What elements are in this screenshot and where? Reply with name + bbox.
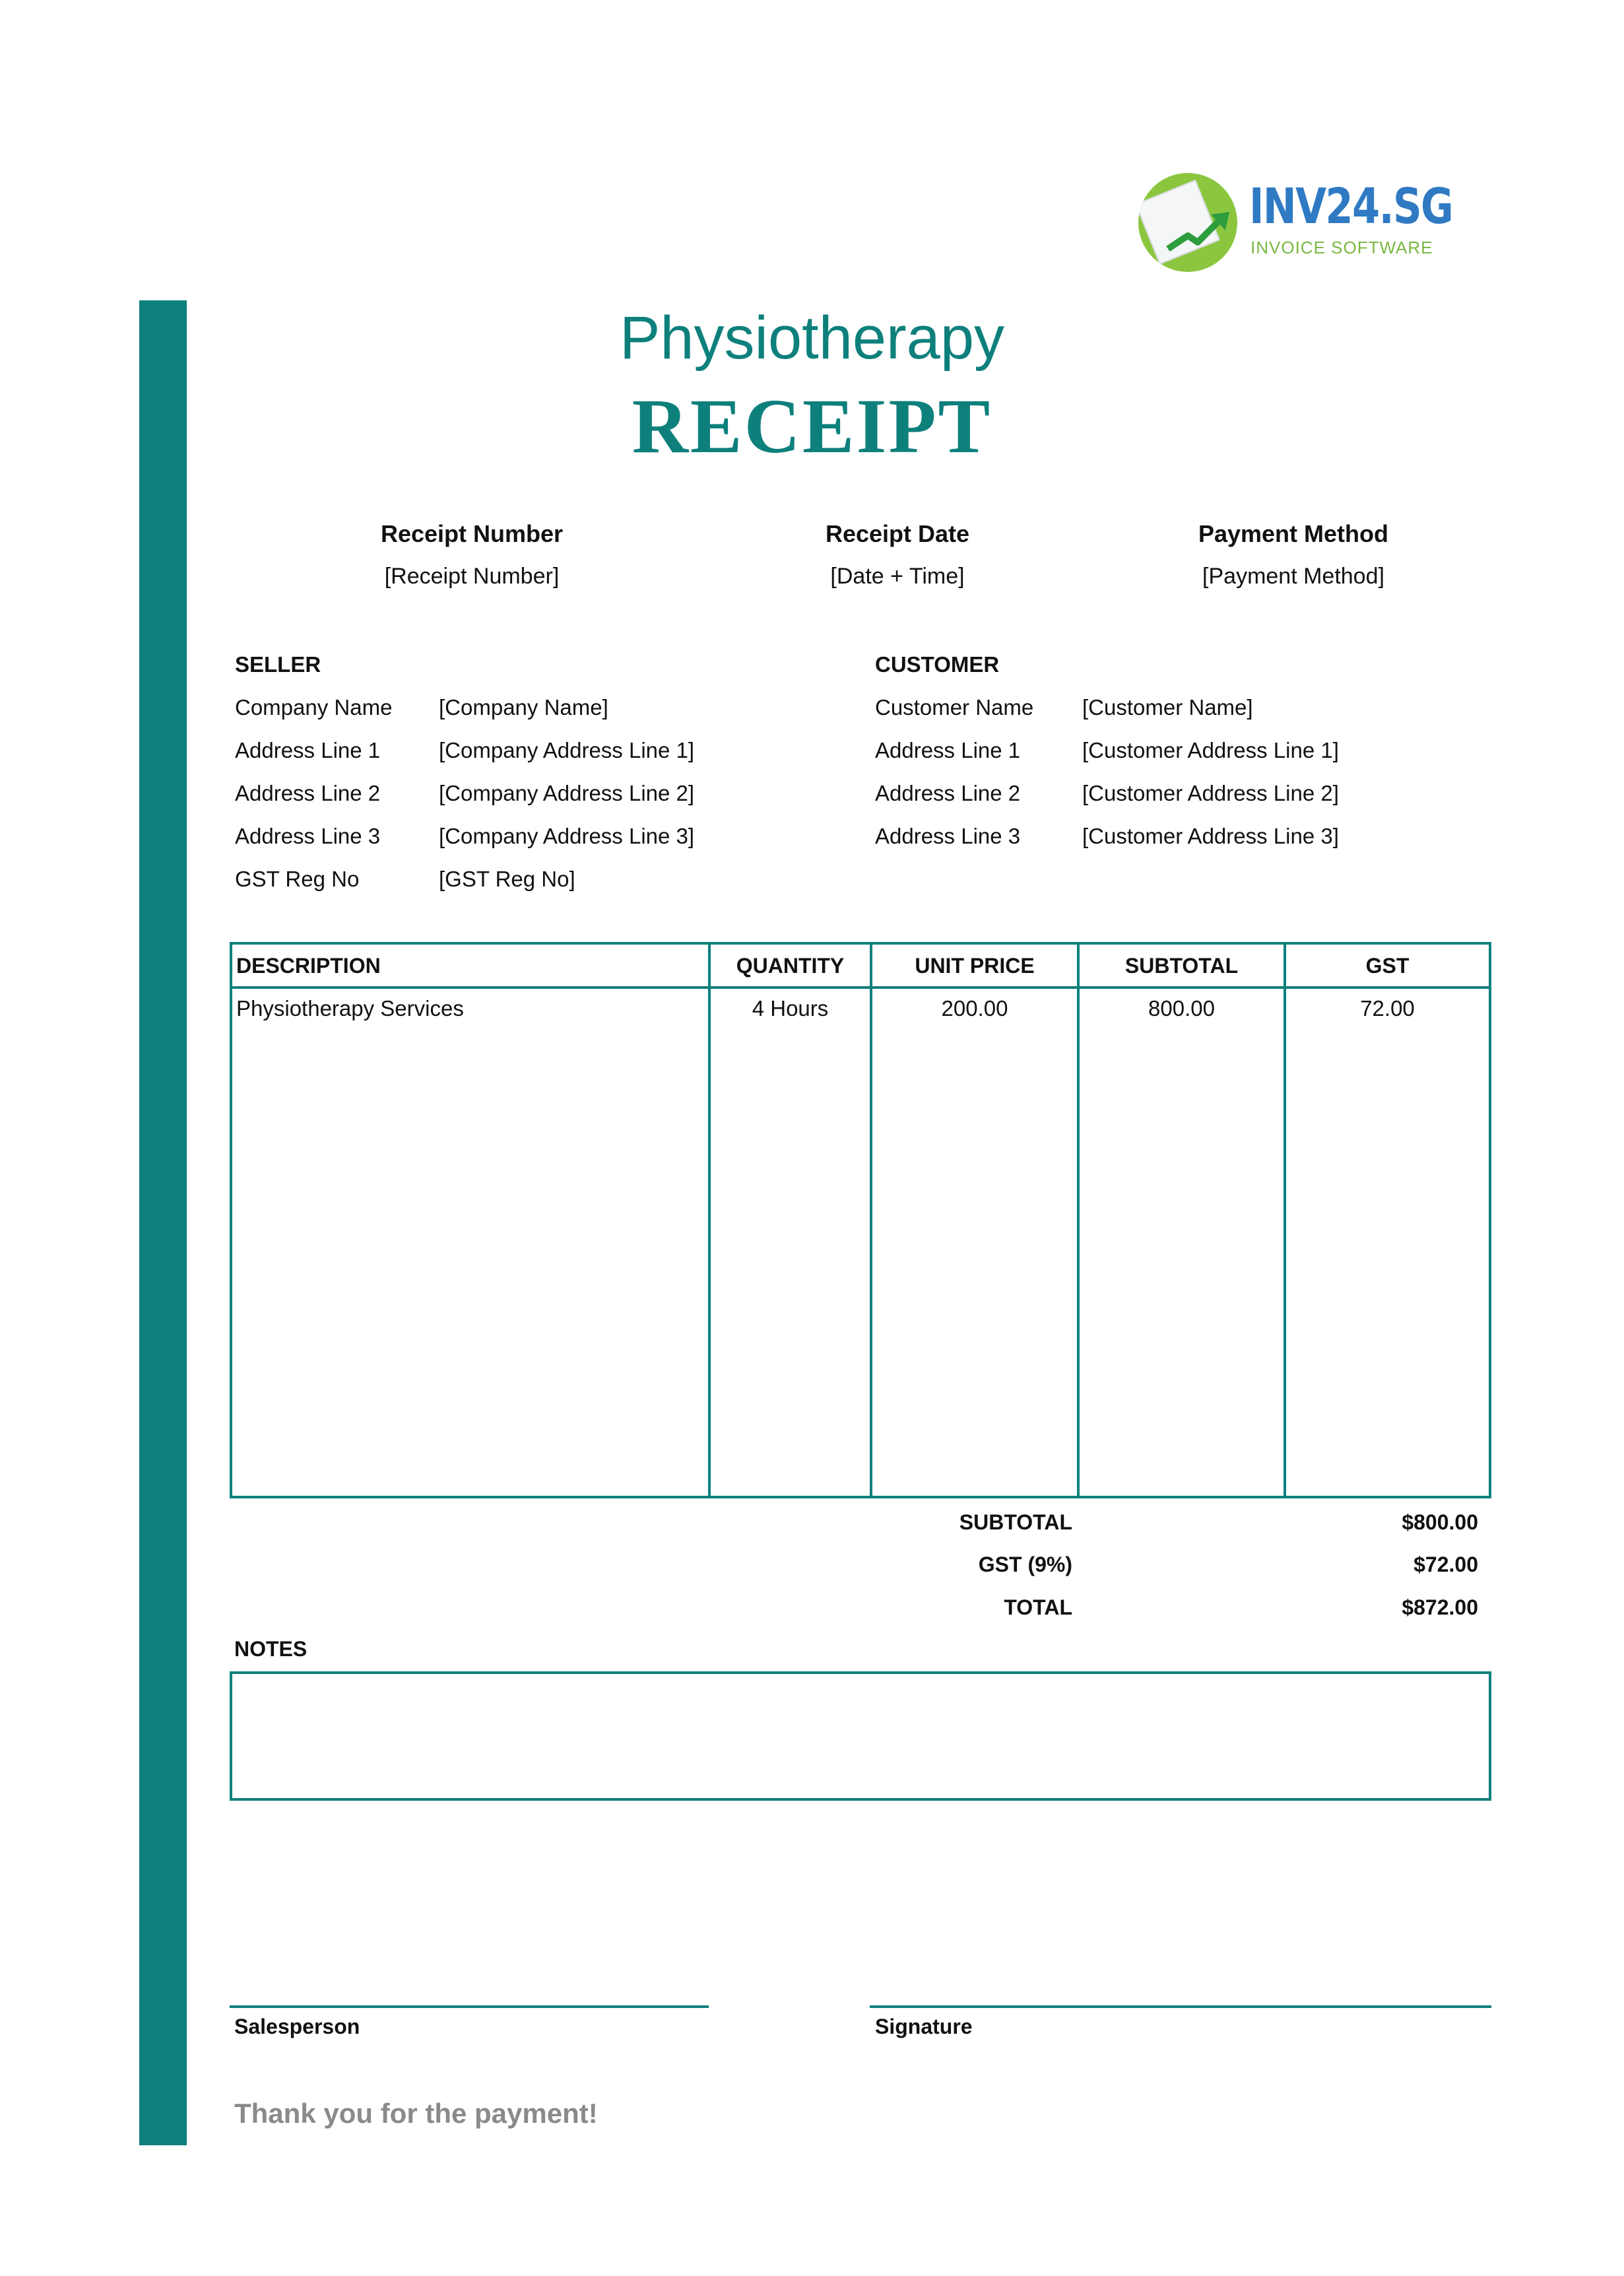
meta-receipt-number — [300, 520, 643, 589]
seller-label: GST Reg No — [235, 867, 360, 891]
seller-value: [Company Address Line 3] — [439, 824, 695, 848]
column-header-gst: GST — [1365, 954, 1410, 978]
meta-value: [Date + Time] — [830, 564, 965, 589]
customer-value: [Customer Address Line 3] — [1082, 824, 1339, 848]
seller-block — [235, 652, 321, 677]
column-header-quantity: QUANTITY — [736, 954, 845, 978]
customer-label: Customer Name — [875, 695, 1034, 720]
totals-subtotal-label: SUBTOTAL — [959, 1510, 1072, 1534]
customer-label: Address Line 2 — [875, 781, 1021, 805]
totals-gst-label: GST (9%) — [978, 1553, 1072, 1576]
customer-label: Address Line 3 — [875, 824, 1021, 848]
column-divider — [1283, 945, 1286, 1496]
thank-you-message: Thank you for the payment! — [234, 2098, 598, 2129]
column-header-description: DESCRIPTION — [236, 954, 381, 978]
customer-block — [875, 652, 999, 677]
totals-subtotal-value: $800.00 — [1402, 1510, 1478, 1534]
signature-label: Signature — [875, 2015, 973, 2038]
meta-receipt-date — [726, 520, 1069, 589]
seller-value: [GST Reg No] — [439, 867, 575, 891]
customer-value: [Customer Name] — [1082, 695, 1253, 720]
meta-value: [Receipt Number] — [384, 564, 560, 589]
salesperson-label: Salesperson — [234, 2015, 360, 2038]
document-title: RECEIPT — [632, 383, 992, 469]
seller-value: [Company Address Line 1] — [439, 738, 695, 762]
meta-label: Payment Method — [1198, 520, 1389, 547]
notes-label: NOTES — [234, 1637, 308, 1661]
seller-label: Address Line 1 — [235, 738, 381, 762]
column-divider — [870, 945, 872, 1496]
column-header-unit-price: UNIT PRICE — [915, 954, 1035, 978]
item-description: Physiotherapy Services — [236, 996, 464, 1021]
seller-value: [Company Address Line 2] — [439, 781, 695, 805]
seller-label: Company Name — [235, 695, 393, 720]
totals-total-label: TOTAL — [1004, 1595, 1072, 1619]
meta-payment-method — [1122, 520, 1465, 589]
logo-wordmark: INV24.SG — [1249, 178, 1453, 235]
customer-value: [Customer Address Line 2] — [1082, 781, 1339, 805]
totals-total-value: $872.00 — [1402, 1595, 1478, 1619]
accent-sidebar-bar — [139, 300, 187, 2145]
meta-label: Receipt Number — [380, 520, 564, 547]
seller-heading: SELLER — [235, 652, 321, 677]
item-unit-price: 200.00 — [941, 996, 1008, 1021]
totals-gst-value: $72.00 — [1413, 1553, 1478, 1576]
seller-label: Address Line 2 — [235, 781, 381, 805]
logo-trend-arrow-icon — [1165, 209, 1231, 255]
column-divider — [1077, 945, 1080, 1496]
logo-badge-icon — [1138, 173, 1237, 272]
item-quantity: 4 Hours — [752, 996, 829, 1021]
meta-label: Receipt Date — [825, 520, 970, 547]
notes-box — [230, 1671, 1491, 1801]
customer-heading: CUSTOMER — [875, 652, 1000, 677]
signature-line — [870, 2005, 1491, 2008]
column-divider — [708, 945, 711, 1496]
customer-label: Address Line 1 — [875, 738, 1021, 762]
customer-value: [Customer Address Line 1] — [1082, 738, 1339, 762]
items-table — [230, 942, 1491, 1498]
seller-label: Address Line 3 — [235, 824, 381, 848]
meta-value: [Payment Method] — [1202, 564, 1384, 589]
table-header-divider — [232, 986, 1489, 989]
item-gst: 72.00 — [1360, 996, 1415, 1021]
brand-logo — [1138, 166, 1453, 272]
seller-value: [Company Name] — [439, 695, 608, 720]
column-header-subtotal: SUBTOTAL — [1124, 954, 1239, 978]
salesperson-signature-line — [230, 2005, 709, 2008]
document-subtitle: Physiotherapy — [620, 304, 1004, 372]
logo-tagline: INVOICE SOFTWARE — [1250, 238, 1433, 257]
item-subtotal: 800.00 — [1148, 996, 1215, 1021]
